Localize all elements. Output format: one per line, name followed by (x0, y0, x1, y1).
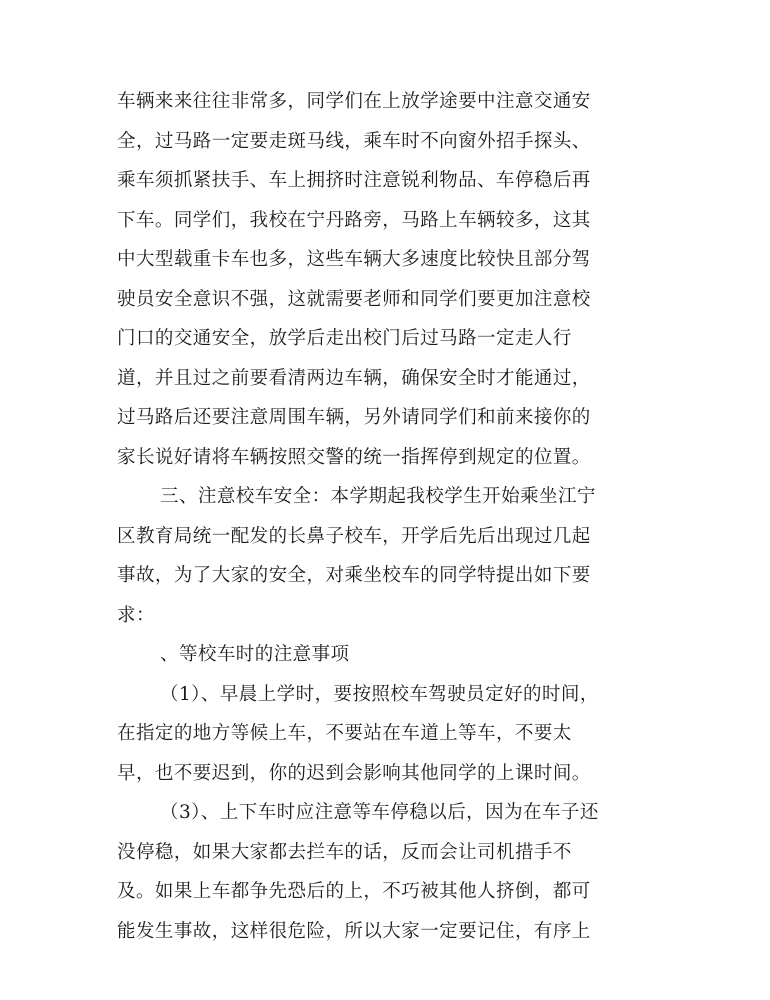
text-line: 过马路后还要注意周围车辆，另外请同学们和前来接你的 (117, 407, 591, 428)
text-line: 事故，为了大家的安全，对乘坐校车的同学特提出如下要 (117, 565, 591, 586)
text-line: 区教育局统一配发的长鼻子校车，开学后先后出现过几起 (117, 526, 591, 547)
list-item: （3）、上下车时应注意等车停稳以后，因为在车子还 (160, 802, 599, 823)
subsection-heading: 、等校车时的注意事项 (160, 644, 350, 665)
text-line: 及。如果上车都争先恐后的上，不巧被其他人挤倒，都可 (117, 881, 591, 902)
text-line: 早，也不要迟到，你的迟到会影响其他同学的上课时间。 (117, 763, 591, 784)
text-line: 在指定的地方等候上车，不要站在车道上等车，不要太 (117, 723, 572, 744)
text-line: 门口的交通安全，放学后走出校门后过马路一定走人行 (117, 328, 572, 349)
text-line: 驶员安全意识不强，这就需要老师和同学们要更加注意校 (117, 289, 591, 310)
text-line: 没停稳，如果大家都去拦车的话，反而会让司机措手不 (117, 842, 572, 863)
text-line: 求： (117, 605, 155, 626)
text-line: 乘车须抓紧扶手、车上拥挤时注意锐利物品、车停稳后再 (117, 170, 591, 191)
text-line: 道，并且过之前要看清两边车辆，确保安全时才能通过， (117, 368, 591, 389)
text-line: 家长说好请将车辆按照交警的统一指挥停到规定的位置。 (117, 447, 591, 468)
text-line: 全，过马路一定要走斑马线，乘车时不向窗外招手探头、 (117, 131, 591, 152)
text-line: 能发生事故，这样很危险，所以大家一定要记住，有序上 (117, 921, 591, 942)
text-line: 下车。同学们，我校在宁丹路旁，马路上车辆较多，这其 (117, 210, 591, 231)
section-heading: 三、注意校车安全：本学期起我校学生开始乘坐江宁 (160, 486, 596, 507)
text-line: 中大型载重卡车也多，这些车辆大多速度比较快且部分驾 (117, 249, 591, 270)
text-line: 车辆来来往往非常多，同学们在上放学途要中注意交通安 (117, 91, 591, 112)
list-item: （1）、早晨上学时，要按照校车驾驶员定好的时间， (160, 684, 599, 705)
